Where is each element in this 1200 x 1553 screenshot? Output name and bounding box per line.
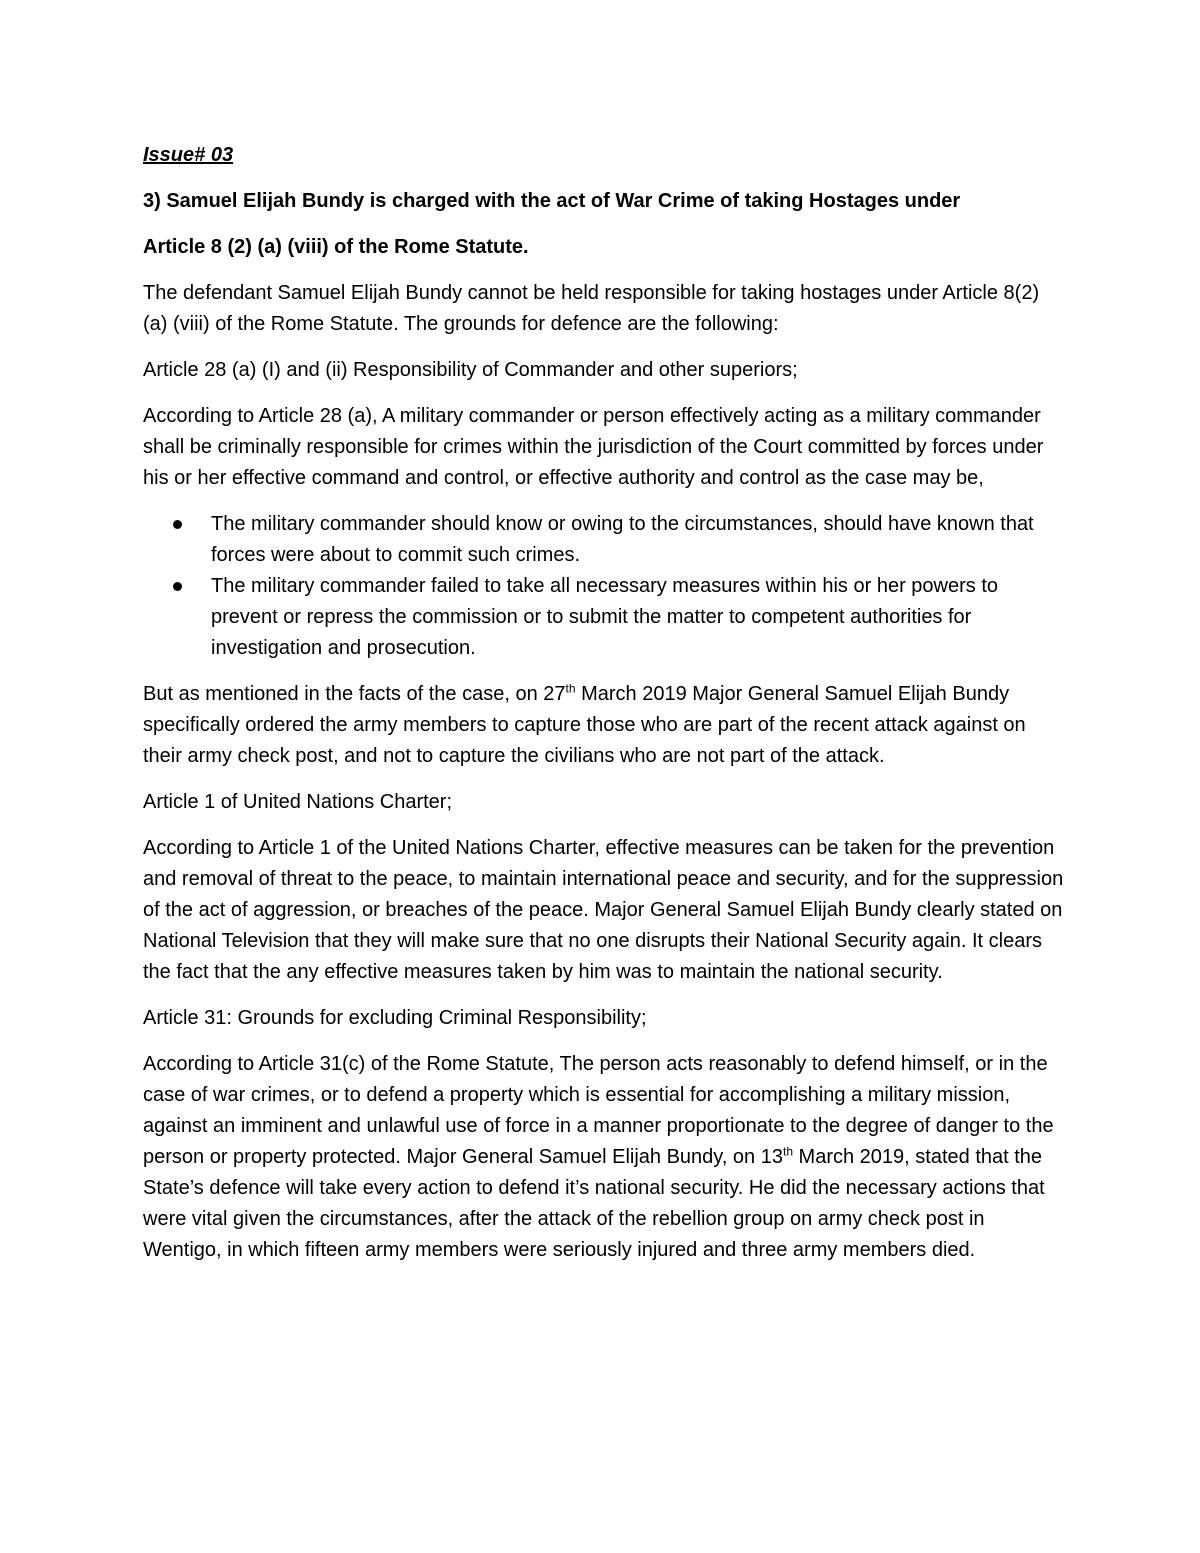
article-28-heading: Article 28 (a) (I) and (ii) Responsibility of Commander and other superiors; [143,359,798,381]
article-31-superscript: th [782,1144,793,1159]
facts-paragraph [143,679,1068,772]
article-31-text-after: March 2019, stated that the State’s defence will take every action to defend it’s national security. He did the necessary actions that were vital given the circumstances, after the attack of the rebellion group on army check post in Wentigo, in which fifteen army members were seriously injured and three army members died. [143,1146,1045,1261]
issue-heading: Issue# 03 [143,144,234,166]
bullet-item [143,509,1068,571]
article-31-paragraph [143,1049,1068,1266]
bullet-list [143,509,1068,664]
article-1-paragraph: According to Article 1 of the United Nations Charter, effective measures can be taken for the prevention and removal of threat to the peace, to maintain international peace and security, and for the suppression of the act of aggression, or breaches of the peace. Major General Samuel Elijah Bundy clearly stated on National Television that they will make sure that no one disrupts their National Security again. It clears the fact that the any effective measures taken by him was to maintain the national security. [143,837,1064,983]
article-31-text-before: According to Article 31(c) of the Rome Statute, The person acts reasonably to defend himself, or in the case of war crimes, or to defend a property which is essential for accomplishing a military mission, against an imminent and unlawful use of force in a manner proportionate to the degree of danger to the person or property protected. Major General Samuel Elijah Bundy, on 13 [143,1053,1054,1168]
facts-superscript: th [565,681,576,696]
facts-text-after: March 2019 Major General Samuel Elijah Bundy specifically ordered the army members to capture those who are part of the recent attack against on their army check post, and not to capture the civilians who are not part of the attack. [143,683,1026,767]
bullet-icon [173,520,182,529]
document-page [143,140,1068,1281]
bullet-text: The military commander should know or owing to the circumstances, should have known that forces were about to commit such crimes. [211,513,1034,566]
charge-line-1: 3) Samuel Elijah Bundy is charged with the act of War Crime of taking Hostages under [143,190,961,212]
bullet-text: The military commander failed to take all necessary measures within his or her powers to prevent or repress the commission or to submit the matter to competent authorities for investigation and prosecution. [211,575,998,659]
bullet-icon [173,582,182,591]
facts-text-before: But as mentioned in the facts of the case, on 27 [143,683,566,705]
article-28-paragraph: According to Article 28 (a), A military commander or person effectively acting as a military commander shall be criminally responsible for crimes within the jurisdiction of the Court committed by forces under his or her effective command and control, or effective authority and control as the case may be, [143,405,1044,489]
bullet-item [143,571,1068,664]
article-1-heading: Article 1 of United Nations Charter; [143,791,453,813]
intro-paragraph: The defendant Samuel Elijah Bundy cannot be held responsible for taking hostages under Article 8(2) (a) (viii) of the Rome Statute. The grounds for defence are the following: [143,282,1040,335]
article-31-heading: Article 31: Grounds for excluding Criminal Responsibility; [143,1007,647,1029]
charge-line-2: Article 8 (2) (a) (viii) of the Rome Statute. [143,236,529,258]
